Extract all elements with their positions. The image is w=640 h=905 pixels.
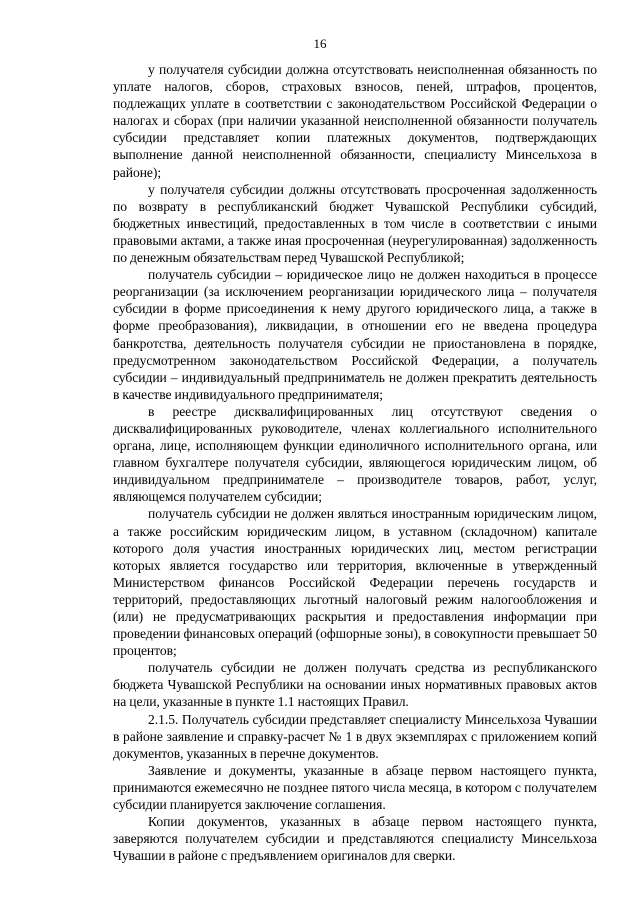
paragraph-clause-2-1-5: 2.1.5. Получатель субсидии представляет специалисту Минсельхоза Чувашии в районе заявление и справку-расчет № 1 в двух экземплярах с приложением копий документов, указанных в перечне документов.: [113, 711, 597, 761]
paragraph-submission-deadline: Заявление и документы, указанные в абзаце первом настоящего пункта, принимаются ежемесячно не позднее пятого числа месяца, в котором с получателем субсидии планируется заключение соглашения.: [113, 762, 597, 813]
paragraph-other-funding: получатель субсидии не должен получать средства из республиканского бюджета Чувашской Республики на основании иных нормативных правовых актов на цели, указанные в пункте 1.1 настоящих Правил.: [113, 660, 597, 710]
paragraph-overdue-debt: у получателя субсидии должны отсутствовать просроченная задолженность по возврату в республиканский бюджет Чувашской Республики субсидий, бюджетных инвестиций, предоставленных в том числе в соответствии с иными правовыми актами, а также иная просроченная (неурегулированная) задолженность по денежным обязательствам перед Чувашской Республикой;: [113, 181, 597, 266]
paragraph-tax-obligations: у получателя субсидии должна отсутствовать неисполненная обязанность по уплате налогов, сборов, страховых взносов, пеней, штрафов, процентов, подлежащих уплате в соответствии с законодательством Российской Федерации о налогах и сборах (при наличии указанной неисполненной обязанности получатель субсидии представляет копии платежных документов, подтверждающих выполнение данной неисполненной обязанности, специалисту Минсельхоза в районе);: [113, 62, 597, 180]
paragraph-disqualified-persons: в реестре дисквалифицированных лиц отсутствуют сведения о дисквалифицированных руководителе, членах коллегиального исполнительного органа, лице, исполняющем функции единоличного исполнительного органа, или главном бухгалтере получателя субсидии, являющегося юридическим лицом, об индивидуальном предпринимателе – производителе товаров, работ, услуг, являющемся получателем субсидии;: [113, 403, 597, 505]
page-number: 16: [313, 36, 327, 51]
document-body: [113, 61, 597, 864]
paragraph-reorganization: получатель субсидии – юридическое лицо не должен находиться в процессе реорганизации (за исключением реорганизации юридического лица – получателя субсидии в форме присоединения к нему другого юридического лица, а также в форме преобразования), ликвидации, в отношении его не введена процедура банкротства, деятельность получателя субсидии не приостановлена в порядке, предусмотренном законодательством Российской Федерации, а получатель субсидии – индивидуальный предприниматель не должен прекратить деятельность в качестве индивидуального предпринимателя;: [113, 267, 597, 402]
paragraph-foreign-entity: получатель субсидии не должен являться иностранным юридическим лицом, а также российским юридическим лицом, в уставном (складочном) капитале которого доля участия иностранных юридических лиц, местом регистрации которых является государство или территория, включенные в утвержденный Министерством финансов Российской Федерации перечень государств и территорий, предоставляющих льготный налоговый режим налогообложения и (или) не предусматривающих раскрытия и предоставления информации при проведении финансовых операций (офшорные зоны), в совокупности превышает 50 процентов;: [113, 506, 597, 659]
paragraph-document-copies: Копии документов, указанных в абзаце первом настоящего пункта, заверяются получателем субсидии и представляются специалисту Минсельхоза Чувашии в районе с предъявлением оригиналов для сверки.: [113, 814, 597, 864]
